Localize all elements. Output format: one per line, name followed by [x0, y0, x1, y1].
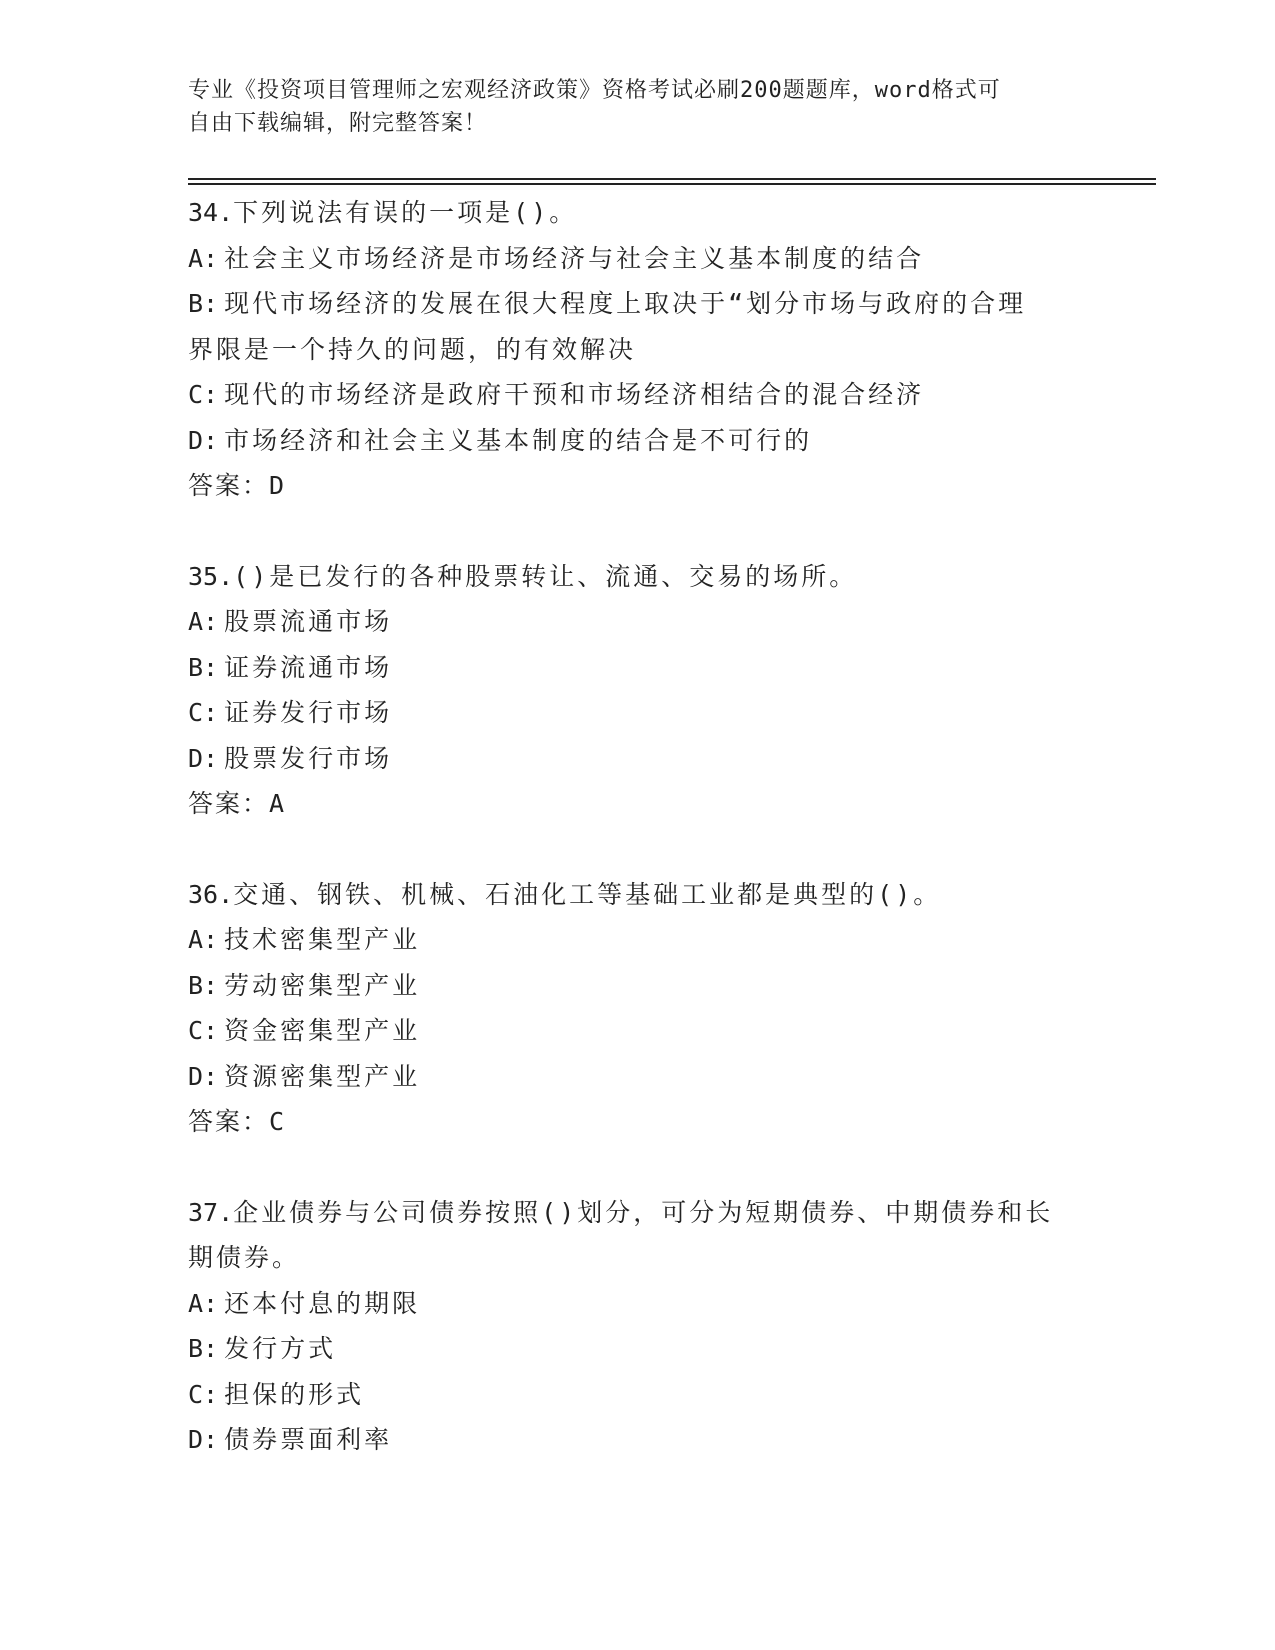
option-key: D:: [188, 743, 219, 773]
question-stem: [188, 1190, 1088, 1236]
answer-value: D: [269, 471, 286, 500]
option-a: [188, 1281, 1088, 1327]
option-text: 市场经济和社会主义基本制度的结合是不可行的: [224, 425, 813, 455]
option-a: [188, 236, 1088, 282]
document-header: [188, 74, 1068, 140]
header-line-1: 专业《投资项目管理师之宏观经济政策》资格考试必刷200题题库，word格式可: [188, 78, 1001, 103]
question-35: [188, 554, 1088, 827]
option-text: 现代市场经济的发展在很大程度上取决于“划分市场与政府的合理: [224, 289, 1027, 318]
answer-label: 答案：: [188, 789, 270, 818]
option-key: B:: [188, 289, 219, 318]
option-key: C:: [188, 380, 219, 409]
option-text: 证券流通市场: [224, 652, 393, 682]
question-stem-text: 交通、钢铁、机械、石油化工等基础工业都是典型的()。: [233, 879, 942, 909]
option-d: [188, 418, 1088, 464]
option-key: D:: [188, 425, 219, 455]
option-b: [188, 963, 1088, 1009]
question-stem-text: 企业债券与公司债券按照()划分，可分为短期债券、中期债券和长: [233, 1197, 1054, 1227]
question-stem-continuation: 期债券。: [188, 1243, 301, 1272]
answer-label: 答案：: [188, 471, 270, 500]
header-divider-bottom: [188, 183, 1156, 185]
answer-line: [188, 1099, 1088, 1145]
answer-line: [188, 781, 1088, 827]
option-text: 债券票面利率: [224, 1425, 393, 1454]
option-key: B:: [188, 652, 219, 682]
option-text: 社会主义市场经济是市场经济与社会主义基本制度的结合: [224, 243, 925, 273]
option-key: B:: [188, 1334, 219, 1363]
question-number: 36.: [188, 879, 234, 909]
question-list: [188, 190, 1088, 1508]
option-c: [188, 1008, 1088, 1054]
question-stem-text: 下列说法有误的一项是()。: [233, 198, 578, 227]
option-text: 还本付息的期限: [224, 1288, 421, 1318]
answer-value: C: [269, 1107, 286, 1136]
option-key: D:: [188, 1425, 219, 1454]
option-a: [188, 917, 1088, 963]
answer-line: [188, 463, 1088, 509]
option-key: A:: [188, 925, 219, 954]
option-key: C:: [188, 1379, 219, 1409]
option-b: [188, 281, 1088, 327]
option-text: 担保的形式: [224, 1379, 365, 1409]
option-c: [188, 690, 1088, 736]
option-text: 技术密集型产业: [224, 925, 421, 954]
header-line-2: 自由下载编辑，附完整答案！: [188, 111, 488, 136]
option-text: 股票发行市场: [224, 743, 393, 773]
option-text: 证券发行市场: [224, 698, 393, 727]
question-stem-text: ()是已发行的各种股票转让、流通、交易的场所。: [233, 561, 858, 591]
option-d: [188, 736, 1088, 782]
option-text: 资源密集型产业: [224, 1061, 421, 1091]
question-37: [188, 1190, 1088, 1463]
option-key: D:: [188, 1061, 219, 1091]
option-c: [188, 372, 1088, 418]
option-c: [188, 1372, 1088, 1418]
option-key: B:: [188, 970, 219, 1000]
question-number: 35.: [188, 561, 234, 591]
option-text: 现代的市场经济是政府干预和市场经济相结合的混合经济: [224, 380, 925, 409]
option-key: A:: [188, 1288, 219, 1318]
option-key: C:: [188, 1016, 219, 1045]
question-34: [188, 190, 1088, 509]
question-36: [188, 872, 1088, 1145]
option-d: [188, 1417, 1088, 1463]
question-stem: [188, 554, 1088, 600]
answer-value: A: [269, 789, 286, 818]
question-number: 34.: [188, 198, 234, 227]
header-divider-top: [188, 178, 1156, 180]
option-b: [188, 1326, 1088, 1372]
option-text: 资金密集型产业: [224, 1016, 421, 1045]
option-d: [188, 1054, 1088, 1100]
question-number: 37.: [188, 1197, 234, 1227]
option-text: 股票流通市场: [224, 607, 393, 636]
option-key: A:: [188, 607, 219, 636]
option-a: [188, 599, 1088, 645]
question-stem: [188, 872, 1088, 918]
option-text: 发行方式: [224, 1334, 337, 1363]
option-b-continuation: 界限是一个持久的问题，的有效解决: [188, 334, 637, 364]
question-stem: [188, 190, 1088, 236]
option-key: C:: [188, 698, 219, 727]
option-key: A:: [188, 243, 219, 273]
option-text: 劳动密集型产业: [224, 970, 421, 1000]
answer-label: 答案：: [188, 1107, 270, 1136]
option-b: [188, 645, 1088, 691]
